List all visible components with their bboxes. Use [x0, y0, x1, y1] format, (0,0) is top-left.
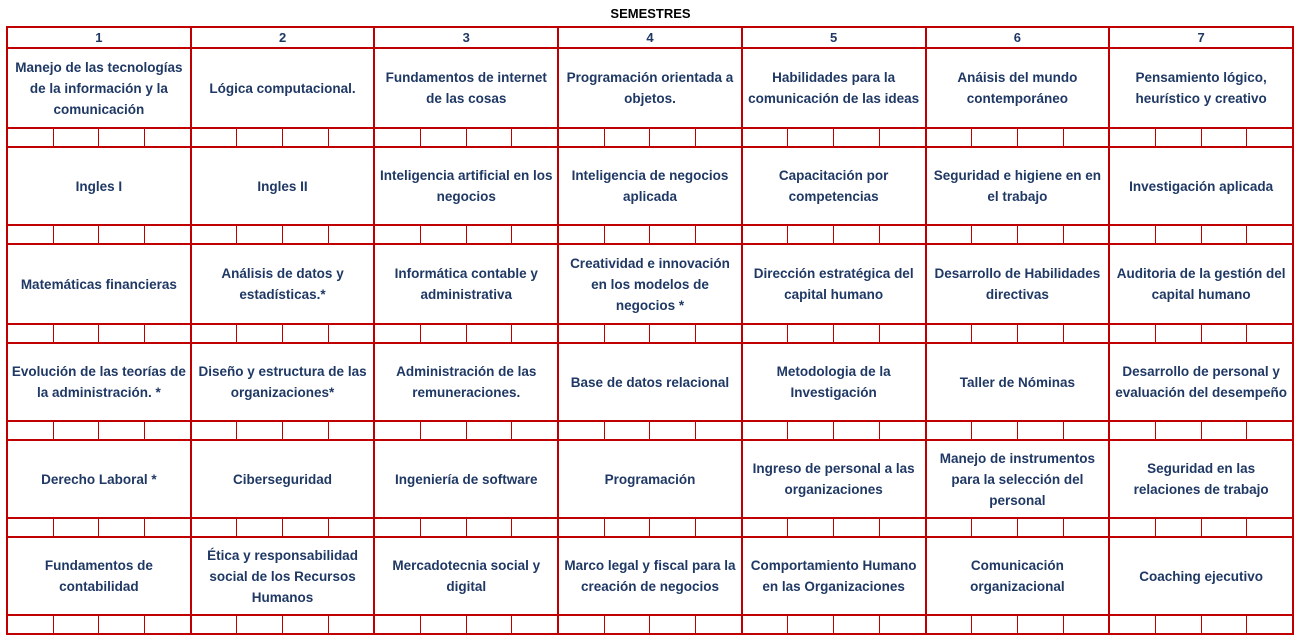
course-name: Anáisis del mundo contemporáneo — [957, 70, 1078, 106]
course-cell — [1109, 343, 1293, 421]
course-cell — [926, 440, 1110, 518]
sub-grid-cell — [742, 615, 926, 634]
course-name: Taller de Nóminas — [959, 374, 1076, 390]
page-title: SEMESTRES — [610, 6, 691, 21]
course-name: Fundamentos de contabilidad — [44, 558, 153, 594]
sub-grid-cell — [1109, 421, 1293, 440]
course-cell — [742, 343, 926, 421]
course-name: Coaching ejecutivo — [1139, 568, 1263, 584]
course-name: Evolución de las teorías de la administración. * — [11, 364, 186, 400]
sub-grid-cell — [374, 128, 558, 147]
course-cell — [191, 147, 375, 225]
course-cell — [558, 343, 742, 421]
sub-grid-cell — [926, 615, 1110, 634]
course-name: Marco legal y fiscal para la creación de negocios — [564, 558, 736, 594]
sub-grid-cell — [1109, 518, 1293, 537]
course-cell — [926, 244, 1110, 324]
course-cell — [926, 537, 1110, 615]
course-name: Manejo de instrumentos para la selección del personal — [939, 450, 1095, 508]
course-cell — [374, 537, 558, 615]
course-name: Ingles II — [257, 178, 308, 194]
course-cell — [191, 537, 375, 615]
sub-grid-cell — [7, 324, 191, 343]
course-name: Matemáticas financieras — [20, 276, 177, 292]
semester-header: 1 — [7, 27, 191, 48]
course-cell — [7, 343, 191, 421]
course-row — [7, 537, 1293, 615]
course-cell — [1109, 147, 1293, 225]
sub-grid-cell — [558, 128, 742, 147]
course-cell — [7, 147, 191, 225]
sub-grid-cell — [558, 324, 742, 343]
sub-grid-row — [7, 518, 1293, 537]
sub-grid-cell — [558, 518, 742, 537]
course-name: Dirección estratégica del capital humano — [753, 266, 914, 302]
course-name: Fundamentos de internet de las cosas — [385, 70, 547, 106]
sub-grid-cell — [374, 324, 558, 343]
sub-grid-cell — [374, 518, 558, 537]
course-cell — [742, 48, 926, 128]
sub-grid-cell — [742, 128, 926, 147]
sub-grid-cell — [558, 615, 742, 634]
course-cell — [558, 537, 742, 615]
sub-grid-cell — [191, 128, 375, 147]
semester-header: 5 — [742, 27, 926, 48]
sub-grid-cell — [191, 324, 375, 343]
semester-header: 3 — [374, 27, 558, 48]
sub-grid-cell — [374, 225, 558, 244]
course-cell — [926, 147, 1110, 225]
course-cell — [374, 343, 558, 421]
course-cell — [374, 147, 558, 225]
course-name: Derecho Laboral * — [41, 471, 157, 487]
sub-grid-cell — [742, 518, 926, 537]
course-name: Desarrollo de Habilidades directivas — [934, 266, 1101, 302]
sub-grid-cell — [191, 615, 375, 634]
course-name: Capacitación por competencias — [778, 168, 889, 204]
course-row — [7, 440, 1293, 518]
course-cell — [558, 440, 742, 518]
sub-grid-cell — [374, 615, 558, 634]
course-cell — [558, 147, 742, 225]
sub-grid-cell — [1109, 128, 1293, 147]
course-name: Programación — [604, 471, 696, 487]
course-cell — [558, 244, 742, 324]
course-name: Programación orientada a objetos. — [566, 70, 734, 106]
course-cell — [742, 147, 926, 225]
sub-grid-cell — [1109, 324, 1293, 343]
course-name: Análisis de datos y estadísticas.* — [221, 266, 344, 302]
sub-grid-cell — [7, 225, 191, 244]
sub-grid-cell — [7, 128, 191, 147]
course-name: Creatividad e innovación en los modelos de negocios * — [570, 255, 730, 313]
course-row — [7, 147, 1293, 225]
course-cell — [191, 48, 375, 128]
sub-grid-cell — [926, 518, 1110, 537]
course-name: Seguridad e higiene en en el trabajo — [933, 168, 1102, 204]
sub-grid-cell — [558, 225, 742, 244]
course-cell — [374, 440, 558, 518]
course-cell — [742, 244, 926, 324]
course-cell — [1109, 244, 1293, 324]
course-cell — [374, 244, 558, 324]
course-name: Informática contable y administrativa — [394, 266, 538, 302]
course-row — [7, 244, 1293, 324]
sub-grid-cell — [742, 421, 926, 440]
course-name: Metodologia de la Investigación — [776, 364, 891, 400]
course-name: Auditoria de la gestión del capital humano — [1116, 266, 1286, 302]
semester-header: 4 — [558, 27, 742, 48]
sub-grid-cell — [191, 225, 375, 244]
course-name: Inteligencia de negocios aplicada — [571, 168, 729, 204]
sub-grid-cell — [191, 518, 375, 537]
sub-grid-cell — [926, 421, 1110, 440]
course-name: Ciberseguridad — [233, 471, 333, 487]
course-cell — [7, 537, 191, 615]
course-row — [7, 343, 1293, 421]
sub-grid-row — [7, 225, 1293, 244]
course-name: Administración de las remuneraciones. — [396, 364, 537, 400]
course-cell — [1109, 537, 1293, 615]
curriculum-table — [6, 26, 1294, 635]
course-name: Ética y responsabilidad social de los Recursos Humanos — [207, 547, 358, 605]
sub-grid-cell — [926, 324, 1110, 343]
course-name: Comunicación organizacional — [970, 558, 1065, 594]
sub-grid-cell — [926, 128, 1110, 147]
course-name: Manejo de las tecnologías de la información y la comunicación — [15, 59, 183, 117]
sub-grid-cell — [7, 518, 191, 537]
course-cell — [7, 440, 191, 518]
course-cell — [1109, 48, 1293, 128]
semester-header: 6 — [926, 27, 1110, 48]
sub-grid-cell — [1109, 615, 1293, 634]
course-name: Lógica computacional. — [209, 80, 356, 96]
course-cell — [7, 244, 191, 324]
course-cell — [742, 537, 926, 615]
course-row — [7, 48, 1293, 128]
course-name: Mercadotecnia social y digital — [392, 558, 541, 594]
course-cell — [1109, 440, 1293, 518]
course-cell — [191, 343, 375, 421]
sub-grid-cell — [926, 225, 1110, 244]
course-name: Ingreso de personal a las organizaciones — [752, 461, 915, 497]
course-cell — [926, 48, 1110, 128]
sub-grid-cell — [191, 421, 375, 440]
sub-grid-cell — [742, 324, 926, 343]
sub-grid-row — [7, 421, 1293, 440]
sub-grid-row — [7, 128, 1293, 147]
course-cell — [742, 440, 926, 518]
course-name: Pensamiento lógico, heurístico y creativo — [1135, 70, 1267, 106]
sub-grid-row — [7, 615, 1293, 634]
course-name: Habilidades para la comunicación de las ideas — [748, 70, 920, 106]
sub-grid-cell — [7, 615, 191, 634]
course-cell — [191, 244, 375, 324]
course-cell — [7, 48, 191, 128]
course-cell — [191, 440, 375, 518]
sub-grid-cell — [558, 421, 742, 440]
course-name: Seguridad en las relaciones de trabajo — [1133, 461, 1269, 497]
course-cell — [926, 343, 1110, 421]
semester-header: 2 — [191, 27, 375, 48]
course-name: Comportamiento Humano en las Organizaciones — [750, 558, 917, 594]
course-name: Diseño y estructura de las organizaciones* — [198, 364, 367, 400]
course-name: Ingles I — [75, 178, 123, 194]
course-cell — [374, 48, 558, 128]
course-name: Base de datos relacional — [570, 374, 730, 390]
sub-grid-cell — [374, 421, 558, 440]
course-name: Inteligencia artificial en los negocios — [379, 168, 553, 204]
semester-header-row — [7, 27, 1293, 48]
semester-header: 7 — [1109, 27, 1293, 48]
course-name: Ingeniería de software — [394, 471, 538, 487]
course-name: Desarrollo de personal y evaluación del desempeño — [1115, 364, 1288, 400]
sub-grid-cell — [7, 421, 191, 440]
sub-grid-row — [7, 324, 1293, 343]
sub-grid-cell — [1109, 225, 1293, 244]
course-name: Investigación aplicada — [1129, 178, 1274, 194]
sub-grid-cell — [742, 225, 926, 244]
course-cell — [558, 48, 742, 128]
